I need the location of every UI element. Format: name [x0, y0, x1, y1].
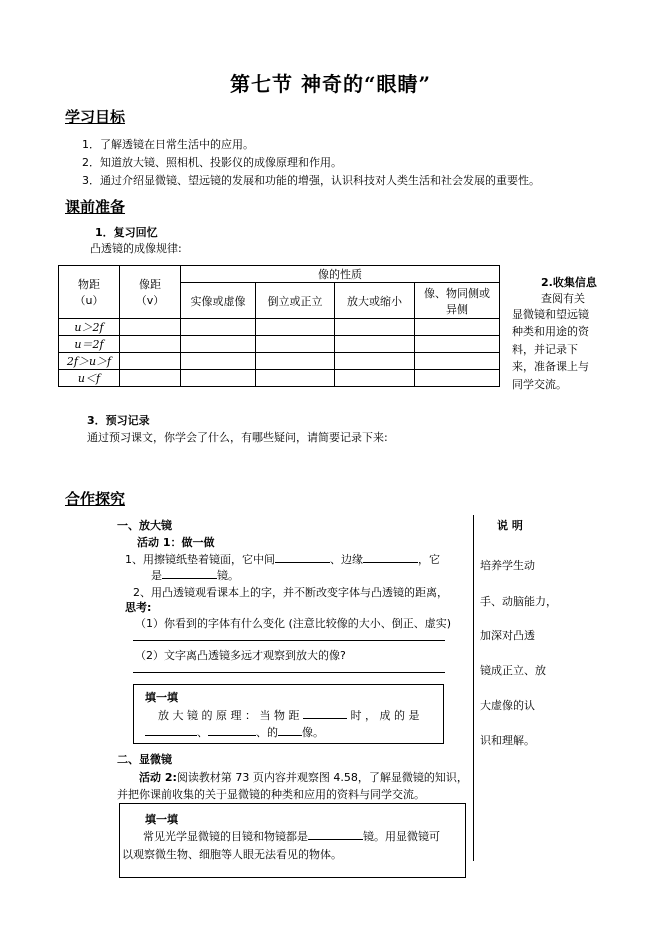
magnified-reduced-header: 放大或缩小: [335, 283, 415, 319]
fill-line2: 、 、的 像。: [145, 724, 324, 740]
page-title: 第七节 神奇的“眼睛”: [230, 72, 431, 96]
collect-line: 种类和用途的资: [512, 325, 589, 338]
table-row: u＝2f: [59, 336, 500, 353]
collect-line: 料，并记录下: [512, 343, 578, 356]
blank-field[interactable]: [363, 551, 418, 563]
question-1: （1）你看到的字体有什么变化 (注意比较像的大小、倒正、虚实): [135, 617, 452, 630]
note-line: 镜成正立、放: [480, 664, 546, 677]
step2-text: 2、用凸透镜观看课本上的字，并不断改变字体与凸透镜的距离，: [133, 586, 448, 599]
fill-line: 放 大 镜 的 原 理 ： 当 物 距 时 ， 成 的 是: [158, 709, 420, 722]
table-row: u＞2f: [59, 319, 500, 336]
activity2-line: 活动 2:阅读教材第 73 页内容并观察图 4.58，了解显微镜的知识，: [139, 771, 468, 784]
table-row: 2f＞u＞f: [59, 353, 500, 370]
objective-item: 1．了解透镜在日常生活中的应用。: [82, 138, 254, 151]
note-line: 手、动脑能力，: [480, 595, 557, 608]
objective-item: 3．通过介绍显微镜、望远镜的发展和功能的增强，认识科技对人类生活和社会发展的重要性。: [82, 174, 540, 187]
collect-line: 来，准备课上与: [512, 360, 589, 373]
blank-field[interactable]: [208, 724, 256, 736]
step1-line: 1、用擦镜纸垫着镜面，它中间 、边缘 ，它: [125, 553, 440, 566]
inverted-upright-header: 倒立或正立: [256, 283, 335, 319]
image-distance-header: 像距 （v）: [120, 266, 181, 319]
question-2: （2）文字离凸透镜多远才观察到放大的像?: [135, 649, 346, 662]
answer-line[interactable]: [133, 640, 445, 641]
preview-text: 通过预习课文，你学会了什么，有哪些疑问，请简要记录下来:: [87, 431, 388, 444]
collect-line: 查阅有关: [541, 292, 585, 305]
review-text: 凸透镜的成像规律:: [90, 242, 182, 255]
fill-line: 常见光学显微镜的目镜和物镜都是 镜。用显微镜可: [143, 830, 440, 843]
real-virtual-header: 实像或虚像: [181, 283, 256, 319]
note-line: 加深对凸透: [480, 629, 535, 642]
objective-item: 2．知道放大镜、照相机、投影仪的成像原理和作用。: [82, 156, 342, 169]
prep-heading: 课前准备: [65, 198, 126, 216]
collect-heading: 2.收集信息: [541, 276, 597, 289]
answer-line[interactable]: [133, 672, 445, 673]
review-heading: 1．复习回忆: [95, 226, 158, 239]
note-line: 培养学生动: [480, 559, 535, 572]
preview-heading: 3．预习记录: [87, 414, 150, 427]
fill-heading: 填一填: [145, 691, 178, 704]
note-line: 大虚像的认: [480, 699, 535, 712]
blank-field[interactable]: [145, 724, 197, 736]
step1-line2: 是 镜。: [151, 569, 239, 582]
microscope-heading: 二、显微镜: [117, 753, 172, 766]
fill-heading: 填一填: [145, 813, 178, 826]
object-distance-header: 物距 （u）: [59, 266, 120, 319]
fill-line2: 以观察微生物、细胞等人眼无法看见的物体。: [122, 848, 342, 861]
think-label: 思考:: [125, 601, 152, 614]
table-row: u＜f: [59, 370, 500, 387]
collect-line: 显微镜和望远镜: [512, 308, 589, 321]
explore-heading: 合作探究: [65, 490, 126, 508]
magnifier-heading: 一、放大镜: [117, 519, 172, 532]
column-divider: [473, 515, 474, 861]
image-properties-header: 像的性质: [181, 266, 500, 283]
blank-field[interactable]: [308, 828, 363, 840]
note-line: 识和理解。: [480, 734, 535, 747]
note-heading: 说 明: [497, 519, 523, 532]
activity2-line2: 并把你课前收集的关于显微镜的种类和应用的资料与同学交流。: [117, 788, 425, 801]
same-side-header: 像、物同侧或 异侧: [415, 283, 500, 319]
blank-field[interactable]: [162, 567, 217, 579]
objectives-heading: 学习目标: [65, 108, 126, 126]
blank-field[interactable]: [303, 707, 347, 719]
blank-field[interactable]: [275, 551, 330, 563]
imaging-rules-table: [58, 265, 500, 387]
activity1-label: 活动 1：做一做: [137, 536, 215, 549]
collect-line: 同学交流。: [512, 378, 567, 391]
blank-field[interactable]: [278, 724, 302, 736]
